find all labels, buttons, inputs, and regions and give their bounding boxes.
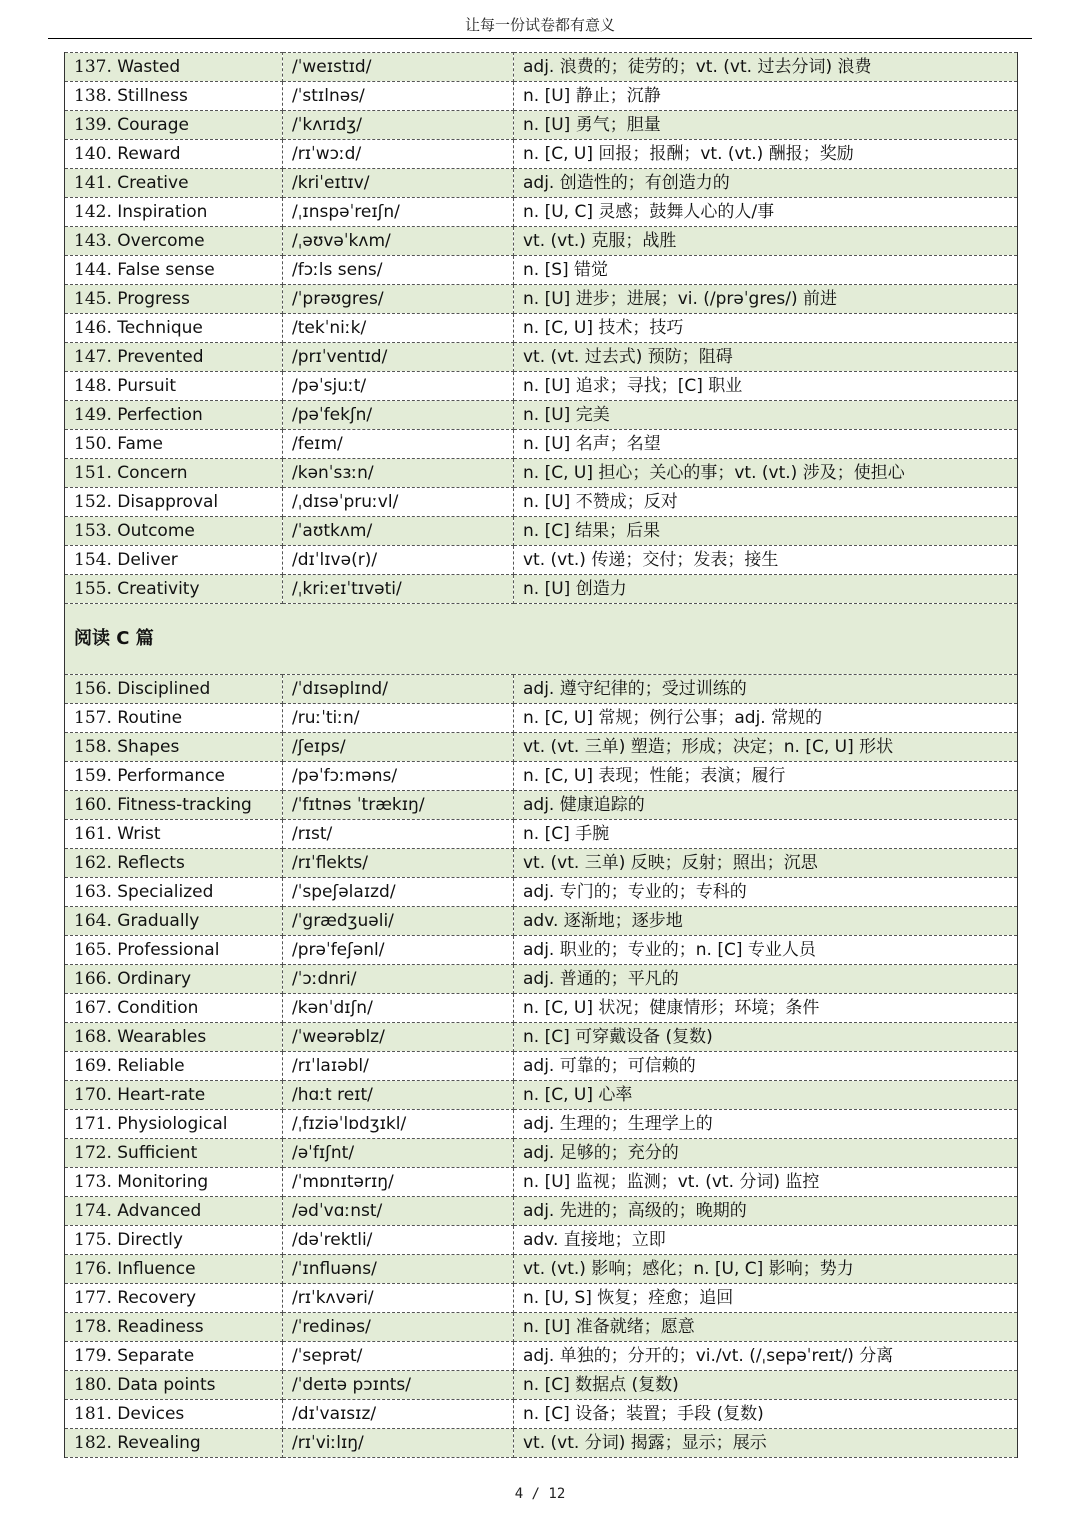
word-text: Stillness bbox=[117, 86, 188, 106]
phonetic-cell: /ˈweɪstɪd/ bbox=[283, 53, 514, 82]
definition-cell: n. [C] 结果；后果 bbox=[514, 517, 1018, 546]
definition-cell: vt. (vt.) 克服；战胜 bbox=[514, 227, 1018, 256]
page-number: 4 / 12 bbox=[514, 1486, 566, 1502]
phonetic-cell: /dɪˈvaɪsɪz/ bbox=[283, 1400, 514, 1429]
word-text: Pursuit bbox=[117, 376, 177, 396]
vocab-row bbox=[65, 1255, 1018, 1284]
word-text: Deliver bbox=[117, 550, 178, 570]
word-text: Separate bbox=[117, 1346, 195, 1366]
word-number: 154. bbox=[74, 550, 112, 570]
definition-cell: n. [C] 手腕 bbox=[514, 820, 1018, 849]
vocabulary-table bbox=[64, 52, 1018, 1458]
phonetic-cell: /ˈdeɪtə pɔɪnts/ bbox=[283, 1371, 514, 1400]
phonetic-cell: /əˈfɪʃnt/ bbox=[283, 1139, 514, 1168]
word-text: Performance bbox=[117, 766, 225, 786]
phonetic-cell: /ˈgrædʒuəli/ bbox=[283, 907, 514, 936]
word-number: 170. bbox=[74, 1085, 112, 1105]
vocab-row bbox=[65, 488, 1018, 517]
word-cell bbox=[65, 1313, 283, 1342]
word-cell bbox=[65, 1110, 283, 1139]
phonetic-cell: /pəˈfɔːməns/ bbox=[283, 762, 514, 791]
word-text: Disapproval bbox=[117, 492, 219, 512]
vocab-row bbox=[65, 372, 1018, 401]
word-cell bbox=[65, 53, 283, 82]
word-cell bbox=[65, 791, 283, 820]
definition-cell: n. [U, C] 灵感；鼓舞人心的人/事 bbox=[514, 198, 1018, 227]
definition-cell: adj. 创造性的；有创造力的 bbox=[514, 169, 1018, 198]
phonetic-cell: /ˈdɪsəplɪnd/ bbox=[283, 675, 514, 704]
word-cell bbox=[65, 140, 283, 169]
word-text: Inspiration bbox=[117, 202, 208, 222]
word-text: Data points bbox=[117, 1375, 216, 1395]
vocab-row bbox=[65, 111, 1018, 140]
definition-cell: vt. (vt. 三单) 塑造；形成；决定；n. [C, U] 形状 bbox=[514, 733, 1018, 762]
phonetic-cell: /ədˈvɑːnst/ bbox=[283, 1197, 514, 1226]
definition-cell: n. [U] 名声；名望 bbox=[514, 430, 1018, 459]
definition-cell: vt. (vt.) 影响；感化；n. [U, C] 影响；势力 bbox=[514, 1255, 1018, 1284]
definition-cell: adj. 可靠的；可信赖的 bbox=[514, 1052, 1018, 1081]
phonetic-cell: /dɪˈlɪvə(r)/ bbox=[283, 546, 514, 575]
word-number: 171. bbox=[74, 1114, 112, 1134]
definition-cell: vt. (vt.) 传递；交付；发表；接生 bbox=[514, 546, 1018, 575]
vocab-row bbox=[65, 849, 1018, 878]
vocab-row bbox=[65, 1168, 1018, 1197]
word-cell bbox=[65, 459, 283, 488]
word-text: Progress bbox=[117, 289, 190, 309]
word-text: Perfection bbox=[117, 405, 203, 425]
word-cell bbox=[65, 1255, 283, 1284]
vocab-row bbox=[65, 430, 1018, 459]
word-number: 155. bbox=[74, 579, 112, 599]
vocab-row bbox=[65, 1052, 1018, 1081]
vocab-row bbox=[65, 762, 1018, 791]
word-cell bbox=[65, 733, 283, 762]
word-text: Readiness bbox=[117, 1317, 204, 1337]
word-text: Concern bbox=[117, 463, 188, 483]
phonetic-cell: /kənˈsɜːn/ bbox=[283, 459, 514, 488]
vocab-row bbox=[65, 1110, 1018, 1139]
vocab-row bbox=[65, 343, 1018, 372]
phonetic-cell: /ˈmɒnɪtərɪŋ/ bbox=[283, 1168, 514, 1197]
vocab-row bbox=[65, 546, 1018, 575]
vocab-row bbox=[65, 256, 1018, 285]
vocab-row bbox=[65, 907, 1018, 936]
word-text: Advanced bbox=[117, 1201, 202, 1221]
word-number: 169. bbox=[74, 1056, 112, 1076]
word-text: Creativity bbox=[117, 579, 200, 599]
definition-cell: n. [U, S] 恢复；痊愈；追回 bbox=[514, 1284, 1018, 1313]
section-header-row bbox=[65, 604, 1018, 675]
vocab-row bbox=[65, 1226, 1018, 1255]
word-cell bbox=[65, 1342, 283, 1371]
phonetic-cell: /ˈredinəs/ bbox=[283, 1313, 514, 1342]
word-number: 167. bbox=[74, 998, 112, 1018]
phonetic-cell: /ruːˈtiːn/ bbox=[283, 704, 514, 733]
word-text: Wasted bbox=[117, 57, 181, 77]
word-number: 150. bbox=[74, 434, 112, 454]
word-number: 161. bbox=[74, 824, 112, 844]
definition-cell: n. [C, U] 状况；健康情形；环境；条件 bbox=[514, 994, 1018, 1023]
word-number: 162. bbox=[74, 853, 112, 873]
page-header: 让每一份试卷都有意义 bbox=[48, 12, 1032, 39]
phonetic-cell: /hɑːt reɪt/ bbox=[283, 1081, 514, 1110]
word-number: 179. bbox=[74, 1346, 112, 1366]
word-number: 157. bbox=[74, 708, 112, 728]
word-number: 147. bbox=[74, 347, 112, 367]
phonetic-cell: /pəˈfekʃn/ bbox=[283, 401, 514, 430]
word-number: 141. bbox=[74, 173, 112, 193]
definition-cell: adj. 浪费的；徒劳的；vt. (vt. 过去分词) 浪费 bbox=[514, 53, 1018, 82]
phonetic-cell: /rɪˈviːlɪŋ/ bbox=[283, 1429, 514, 1458]
word-text: Technique bbox=[117, 318, 203, 338]
definition-cell: adv. 直接地；立即 bbox=[514, 1226, 1018, 1255]
word-number: 160. bbox=[74, 795, 112, 815]
phonetic-cell: /ˈstɪlnəs/ bbox=[283, 82, 514, 111]
phonetic-cell: /ˌɪnspəˈreɪʃn/ bbox=[283, 198, 514, 227]
vocab-row bbox=[65, 1313, 1018, 1342]
word-cell bbox=[65, 820, 283, 849]
word-cell bbox=[65, 1168, 283, 1197]
word-cell bbox=[65, 1197, 283, 1226]
definition-cell: n. [U] 监视；监测；vt. (vt. 分词) 监控 bbox=[514, 1168, 1018, 1197]
word-number: 178. bbox=[74, 1317, 112, 1337]
word-cell bbox=[65, 675, 283, 704]
vocab-row bbox=[65, 965, 1018, 994]
definition-cell: n. [C, U] 心率 bbox=[514, 1081, 1018, 1110]
word-number: 163. bbox=[74, 882, 112, 902]
word-cell bbox=[65, 314, 283, 343]
vocab-row bbox=[65, 1023, 1018, 1052]
word-cell bbox=[65, 401, 283, 430]
word-text: False sense bbox=[117, 260, 215, 280]
word-number: 182. bbox=[74, 1433, 112, 1453]
vocab-row bbox=[65, 517, 1018, 546]
word-cell bbox=[65, 575, 283, 604]
phonetic-cell: /ˈkʌrɪdʒ/ bbox=[283, 111, 514, 140]
definition-cell: vt. (vt. 分词) 揭露；显示；展示 bbox=[514, 1429, 1018, 1458]
word-text: Sufficient bbox=[117, 1143, 198, 1163]
definition-cell: n. [U] 进步；进展；vi. (/prəˈgres/) 前进 bbox=[514, 285, 1018, 314]
phonetic-cell: /ˌdɪsəˈpruːvl/ bbox=[283, 488, 514, 517]
section-title: 阅读 C 篇 bbox=[65, 604, 1018, 675]
word-cell bbox=[65, 111, 283, 140]
word-text: Professional bbox=[117, 940, 220, 960]
word-cell bbox=[65, 1139, 283, 1168]
word-number: 174. bbox=[74, 1201, 112, 1221]
vocab-row bbox=[65, 1197, 1018, 1226]
definition-cell: adj. 职业的；专业的；n. [C] 专业人员 bbox=[514, 936, 1018, 965]
phonetic-cell: /prəˈfeʃənl/ bbox=[283, 936, 514, 965]
definition-cell: n. [U] 勇气；胆量 bbox=[514, 111, 1018, 140]
word-number: 143. bbox=[74, 231, 112, 251]
definition-cell: n. [C] 可穿戴设备 (复数) bbox=[514, 1023, 1018, 1052]
word-number: 159. bbox=[74, 766, 112, 786]
vocab-row bbox=[65, 791, 1018, 820]
word-number: 158. bbox=[74, 737, 112, 757]
phonetic-cell: /ˈaʊtkʌm/ bbox=[283, 517, 514, 546]
word-text: Outcome bbox=[117, 521, 195, 541]
vocab-row bbox=[65, 1081, 1018, 1110]
vocab-row bbox=[65, 82, 1018, 111]
definition-cell: n. [U] 准备就绪；愿意 bbox=[514, 1313, 1018, 1342]
vocab-row bbox=[65, 575, 1018, 604]
phonetic-cell: /rɪˈwɔːd/ bbox=[283, 140, 514, 169]
phonetic-cell: /tekˈniːk/ bbox=[283, 314, 514, 343]
word-number: 148. bbox=[74, 376, 112, 396]
phonetic-cell: /fɔːls sens/ bbox=[283, 256, 514, 285]
phonetic-cell: /ˈseprət/ bbox=[283, 1342, 514, 1371]
word-number: 166. bbox=[74, 969, 112, 989]
word-text: Reflects bbox=[117, 853, 185, 873]
definition-cell: n. [U] 完美 bbox=[514, 401, 1018, 430]
word-text: Gradually bbox=[117, 911, 200, 931]
word-cell bbox=[65, 936, 283, 965]
vocab-row bbox=[65, 169, 1018, 198]
word-text: Revealing bbox=[117, 1433, 201, 1453]
vocab-row bbox=[65, 140, 1018, 169]
definition-cell: n. [U] 创造力 bbox=[514, 575, 1018, 604]
word-cell bbox=[65, 256, 283, 285]
vocab-row bbox=[65, 401, 1018, 430]
vocab-row bbox=[65, 1429, 1018, 1458]
vocab-row bbox=[65, 1342, 1018, 1371]
definition-cell: n. [C, U] 常规；例行公事；adj. 常规的 bbox=[514, 704, 1018, 733]
word-number: 142. bbox=[74, 202, 112, 222]
vocab-row bbox=[65, 285, 1018, 314]
word-text: Condition bbox=[117, 998, 199, 1018]
word-cell bbox=[65, 1052, 283, 1081]
word-cell bbox=[65, 227, 283, 256]
word-cell bbox=[65, 1081, 283, 1110]
word-text: Heart-rate bbox=[117, 1085, 206, 1105]
phonetic-cell: /rɪˈlaɪəbl/ bbox=[283, 1052, 514, 1081]
word-cell bbox=[65, 517, 283, 546]
word-cell bbox=[65, 849, 283, 878]
vocab-row bbox=[65, 1284, 1018, 1313]
word-number: 152. bbox=[74, 492, 112, 512]
word-cell bbox=[65, 198, 283, 227]
definition-cell: n. [C, U] 表现；性能；表演；履行 bbox=[514, 762, 1018, 791]
definition-cell: adj. 单独的；分开的；vi./vt. (/ˌsepəˈreɪt/) 分离 bbox=[514, 1342, 1018, 1371]
phonetic-cell: /dəˈrektli/ bbox=[283, 1226, 514, 1255]
word-text: Specialized bbox=[117, 882, 214, 902]
definition-cell: vt. (vt. 三单) 反映；反射；照出；沉思 bbox=[514, 849, 1018, 878]
word-number: 139. bbox=[74, 115, 112, 135]
definition-cell: adj. 健康追踪的 bbox=[514, 791, 1018, 820]
word-text: Creative bbox=[117, 173, 189, 193]
word-cell bbox=[65, 1284, 283, 1313]
word-number: 181. bbox=[74, 1404, 112, 1424]
phonetic-cell: /ˌəʊvəˈkʌm/ bbox=[283, 227, 514, 256]
word-text: Influence bbox=[117, 1259, 196, 1279]
definition-cell: n. [U] 静止；沉静 bbox=[514, 82, 1018, 111]
phonetic-cell: /ˈfɪtnəs ˈtrækɪŋ/ bbox=[283, 791, 514, 820]
vocab-row bbox=[65, 53, 1018, 82]
vocab-row bbox=[65, 227, 1018, 256]
word-text: Prevented bbox=[117, 347, 204, 367]
phonetic-cell: /ʃeɪps/ bbox=[283, 733, 514, 762]
word-cell bbox=[65, 1429, 283, 1458]
definition-cell: adj. 专门的；专业的；专科的 bbox=[514, 878, 1018, 907]
word-number: 164. bbox=[74, 911, 112, 931]
vocab-row bbox=[65, 198, 1018, 227]
phonetic-cell: /feɪm/ bbox=[283, 430, 514, 459]
word-number: 145. bbox=[74, 289, 112, 309]
word-text: Reliable bbox=[117, 1056, 185, 1076]
phonetic-cell: /ˈprəʊgres/ bbox=[283, 285, 514, 314]
word-number: 156. bbox=[74, 679, 112, 699]
word-cell bbox=[65, 762, 283, 791]
word-cell bbox=[65, 878, 283, 907]
phonetic-cell: /rɪˈflekts/ bbox=[283, 849, 514, 878]
phonetic-cell: /rɪˈkʌvəri/ bbox=[283, 1284, 514, 1313]
word-text: Monitoring bbox=[117, 1172, 209, 1192]
word-number: 151. bbox=[74, 463, 112, 483]
definition-cell: adj. 生理的；生理学上的 bbox=[514, 1110, 1018, 1139]
word-text: Directly bbox=[117, 1230, 183, 1250]
phonetic-cell: /ˈɪnfluəns/ bbox=[283, 1255, 514, 1284]
definition-cell: n. [U] 追求；寻找；[C] 职业 bbox=[514, 372, 1018, 401]
word-number: 175. bbox=[74, 1230, 112, 1250]
vocab-row bbox=[65, 820, 1018, 849]
word-text: Shapes bbox=[117, 737, 180, 757]
definition-cell: n. [S] 错觉 bbox=[514, 256, 1018, 285]
word-text: Overcome bbox=[117, 231, 205, 251]
phonetic-cell: /kriˈeɪtɪv/ bbox=[283, 169, 514, 198]
phonetic-cell: /prɪˈventɪd/ bbox=[283, 343, 514, 372]
word-cell bbox=[65, 82, 283, 111]
word-number: 153. bbox=[74, 521, 112, 541]
phonetic-cell: /rɪst/ bbox=[283, 820, 514, 849]
vocab-row bbox=[65, 675, 1018, 704]
word-cell bbox=[65, 285, 283, 314]
word-number: 165. bbox=[74, 940, 112, 960]
vocab-row bbox=[65, 1139, 1018, 1168]
word-text: Courage bbox=[117, 115, 189, 135]
definition-cell: n. [U] 不赞成；反对 bbox=[514, 488, 1018, 517]
definition-cell: adj. 先进的；高级的；晚期的 bbox=[514, 1197, 1018, 1226]
word-number: 176. bbox=[74, 1259, 112, 1279]
word-text: Recovery bbox=[117, 1288, 197, 1308]
vocab-row bbox=[65, 878, 1018, 907]
vocab-row bbox=[65, 936, 1018, 965]
word-text: Reward bbox=[117, 144, 181, 164]
vocab-row bbox=[65, 733, 1018, 762]
word-text: Physiological bbox=[117, 1114, 228, 1134]
phonetic-cell: /ˈspeʃəlaɪzd/ bbox=[283, 878, 514, 907]
word-number: 137. bbox=[74, 57, 112, 77]
word-number: 144. bbox=[74, 260, 112, 280]
word-text: Fitness-tracking bbox=[117, 795, 252, 815]
word-number: 146. bbox=[74, 318, 112, 338]
word-number: 180. bbox=[74, 1375, 112, 1395]
definition-cell: adv. 逐渐地；逐步地 bbox=[514, 907, 1018, 936]
word-cell bbox=[65, 546, 283, 575]
word-cell bbox=[65, 1023, 283, 1052]
word-cell bbox=[65, 965, 283, 994]
vocab-row bbox=[65, 1371, 1018, 1400]
word-cell bbox=[65, 372, 283, 401]
word-cell bbox=[65, 994, 283, 1023]
phonetic-cell: /ˈweərəblz/ bbox=[283, 1023, 514, 1052]
definition-cell: n. [C] 设备；装置；手段 (复数) bbox=[514, 1400, 1018, 1429]
word-number: 140. bbox=[74, 144, 112, 164]
definition-cell: adj. 遵守纪律的；受过训练的 bbox=[514, 675, 1018, 704]
word-cell bbox=[65, 169, 283, 198]
word-text: Routine bbox=[117, 708, 183, 728]
phonetic-cell: /ˌkriːeɪˈtɪvəti/ bbox=[283, 575, 514, 604]
vocab-row bbox=[65, 704, 1018, 733]
word-cell bbox=[65, 343, 283, 372]
vocab-row bbox=[65, 1400, 1018, 1429]
vocab-row bbox=[65, 459, 1018, 488]
definition-cell: n. [C, U] 技术；技巧 bbox=[514, 314, 1018, 343]
phonetic-cell: /kənˈdɪʃn/ bbox=[283, 994, 514, 1023]
phonetic-cell: /ˌfɪziəˈlɒdʒɪkl/ bbox=[283, 1110, 514, 1139]
definition-cell: vt. (vt. 过去式) 预防；阻碍 bbox=[514, 343, 1018, 372]
definition-cell: adj. 足够的；充分的 bbox=[514, 1139, 1018, 1168]
definition-cell: n. [C, U] 回报；报酬；vt. (vt.) 酬报；奖励 bbox=[514, 140, 1018, 169]
word-text: Disciplined bbox=[117, 679, 211, 699]
definition-cell: n. [C, U] 担心；关心的事；vt. (vt.) 涉及；使担心 bbox=[514, 459, 1018, 488]
word-cell bbox=[65, 907, 283, 936]
phonetic-cell: /pəˈsjuːt/ bbox=[283, 372, 514, 401]
word-text: Wearables bbox=[117, 1027, 207, 1047]
word-cell bbox=[65, 704, 283, 733]
word-cell bbox=[65, 430, 283, 459]
word-cell bbox=[65, 488, 283, 517]
word-cell bbox=[65, 1226, 283, 1255]
word-cell bbox=[65, 1400, 283, 1429]
word-number: 177. bbox=[74, 1288, 112, 1308]
word-text: Wrist bbox=[117, 824, 161, 844]
phonetic-cell: /ˈɔːdnri/ bbox=[283, 965, 514, 994]
word-number: 149. bbox=[74, 405, 112, 425]
word-number: 173. bbox=[74, 1172, 112, 1192]
definition-cell: adj. 普通的；平凡的 bbox=[514, 965, 1018, 994]
word-number: 172. bbox=[74, 1143, 112, 1163]
vocab-row bbox=[65, 994, 1018, 1023]
word-number: 138. bbox=[74, 86, 112, 106]
word-text: Devices bbox=[117, 1404, 185, 1424]
word-cell bbox=[65, 1371, 283, 1400]
vocab-row bbox=[65, 314, 1018, 343]
word-text: Ordinary bbox=[117, 969, 192, 989]
definition-cell: n. [C] 数据点 (复数) bbox=[514, 1371, 1018, 1400]
word-number: 168. bbox=[74, 1027, 112, 1047]
word-text: Fame bbox=[117, 434, 163, 454]
